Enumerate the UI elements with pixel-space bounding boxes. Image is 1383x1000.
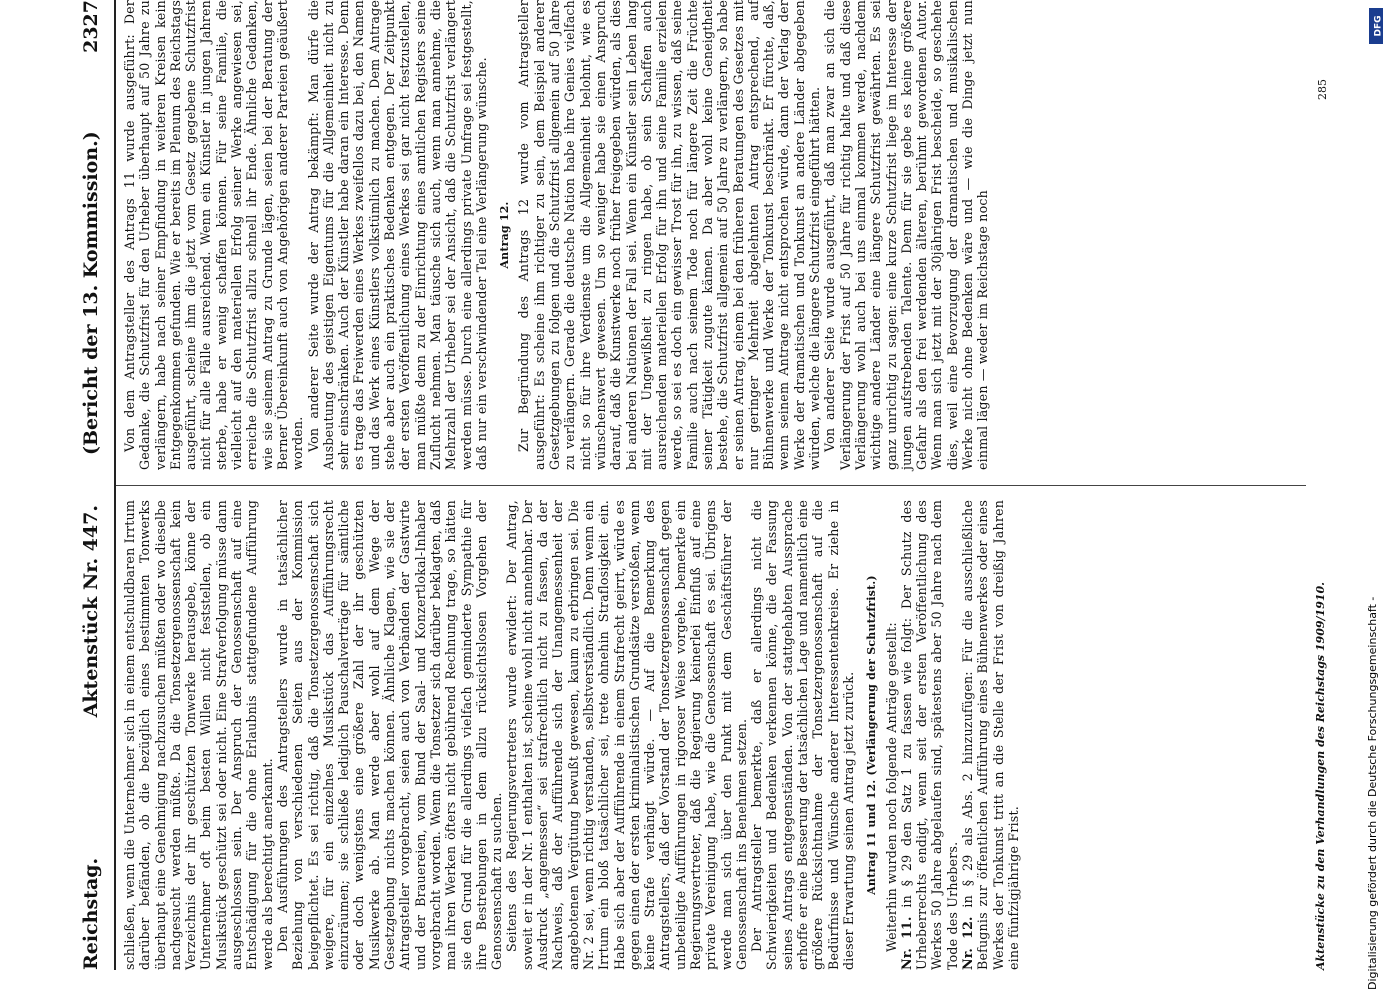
motion-12-text: in § 29 als Abs. 2 hinzuzufügen: Für die ausschließliche Befugnis zur öffentlichen Aufführung eines Bühnenwerkes oder eines Werkes der Tonkunst tritt an die Stelle der Frist von dreißig Jahren eine fünfzigjährige Frist. [960,500,1021,970]
right-paragraph-2: Von anderer Seite wurde der Antrag bekämpft: Man dürfe die Ausbeutung des geistigen Eigentums für die Allgemeinheit nicht zu sehr einschränken. Auch der Künstler habe daran ein Interesse. Denn es trage das Freiwerden eines Werkes zweifellos dazu bei, den Namen und das Werk eines Künstlers volkstümlich zu machen. Dem Antrage stehe aber auch ein praktisches Bedenken entgegen. Der Zeitpunkt der ersten Veröffentlichung eines Werkes sei gar nicht festzustellen, man müßte denn zu der Einrichtung eines amtlichen Registers seine Zuflucht nehmen. Man täusche sich auch, wenn man annehme, die Mehrzahl der Urheber sei der Ansicht, daß die Schutzfrist verlängert werden müsse. Durch eine allerdings private Umfrage sei festgestellt, daß nur ein verschwindender Teil eine Verlängerung wünsche. [305,0,489,470]
left-paragraph-2: Den Ausführungen des Antragstellers wurde in tatsächlicher Beziehung von verschiedenen Seiten aus der Kommission beigepflichtet. Es sei richtig, daß die Tonsetzergenossenschaft sich weigere, für ein einzelnes Musikstück das Aufführungsrecht einzuräumen; sie schließe lediglich Pauschalverträge für sämtliche oder doch wenigstens eine größere Zahl der ihr geschützten Musikwerke ab. Man werde aber wohl auf dem Wege der Gesetzgebung nichts machen können. Ähnliche Klagen, wie sie der Antragsteller vorgebracht, seien auch von Verbänden der Gastwirte und der Brauereien, vom Bund der Saal- und Konzertlokal-Inhaber vorgebracht worden. Wenn die Tonsetzer sich darüber beklagten, daß man ihren Werken öfters nicht gebührend Rechnung trage, so hätten sie den Grund für die allerdings vielfach geminderte Sympathie für ihre Bestrebungen in dem allzu rücksichtslosen Vorgehen der Genossenschaft zu suchen. [274,500,505,970]
rotated-document-page [70,0,1330,970]
header-document-number: Aktenstück Nr. 447. [80,505,102,718]
footer-source: Aktenstücke zu den Verhandlungen des Reichstags 1909/1910. [1314,582,1327,970]
left-paragraph-3: Seitens des Regierungsvertreters wurde erwidert: Der Antrag, soweit er in der Nr. 1 enthalten ist, scheine wohl nicht annehmbar. Der Ausdruck „angemessen“ sei strafrechtlich nicht zu fassen, da der Nachweis, daß der Aufführende sich der Unangemessenheit der angebotenen Vergütung bewußt gewesen, kaum zu erbringen sei. Die Nr. 2 sei, wenn richtig verstanden, selbstverständlich. Denn wenn ein Irrtum ein bloß tatsächlicher sei, trete ohnehin Straflosigkeit ein. Habe sich aber der Aufführende in einem Strafrecht geirrt, würde es gegen einen der ersten kriminalistischen Grundsätze verstoßen, wenn keine Strafe verhängt würde. — Auf die Bemerkung des Antragstellers, daß der Vorstand der Tonsetzergenossenschaft gegen unbeteiligte Aufführungen in rigoroser Weise vorgehe, bemerkte ein Regierungsvertreter, daß die Regierung keinerlei Einfluß auf eine private Vereinigung habe, wie die Genossenschaft es sei. Übrigens werde man sich über den Punkt mit dem Geschäftsführer der Genossenschaft ins Benehmen setzen. [504,500,749,970]
right-paragraph-1: Von dem Antragsteller des Antrags 11 wurde ausgeführt: Der Gedanke, die Schutzfrist für den Urheber überhaupt auf 50 Jahre zu verlängern, habe nach seiner Empfindung in weiteren Kreisen kein Entgegenkommen gefunden. Wie er bereits im Plenum des Reichstags ausgeführt, scheine ihm die jetzt vom Gesetz gegebene Schutzfrist nicht für alle Fälle ausreichend. Wenn ein Künstler in jungen Jahren sterbe, habe er wenig schaffen können. Für seine Familie, die vielleicht auf den materiellen Erfolg seiner Werke angewiesen sei, erreiche die Schutzfrist allzu schnell ihr Ende. Ähnliche Gedanken, wie sie seinem Antrag zu Grunde lägen, seien bei der Beratung der Berner Übereinkunft auch von Angehörigen anderer Parteien geäußert worden. [122,0,306,470]
right-column [122,0,991,470]
left-paragraph-1: schließen, wenn die Unternehmer sich in einem entschuldbaren Irrtum darüber befänden, ob die bezüglich eines bestimmten Tonwerks überhaupt eine Genehmigung nachzusuchen müßten oder wo dieselbe nachgesucht werden müßte. Da die Tonsetzergenossenschaft kein Verzeichnis der ihr geschützten Tonwerke herausgebe, könne der Unternehmer oft beim besten Willen nicht feststellen, ob ein Musikstück geschützt sei oder nicht. Eine Strafverfolgung müsse dann ausgeschlossen sein. Der Anspruch der Genossenschaft auf eine Entschädigung für die ohne Erlaubnis stattgefundene Aufführung werde als berechtigt anerkannt. [122,500,275,970]
right-paragraph-3: Zur Begründung des Antrags 12 wurde vom Antragsteller ausgeführt: Es scheine ihm richtiger zu sein, dem Beispiel anderer Gesetzgebungen zu folgen und die Schutzfrist allgemein auf 50 Jahre zu verlängern. Gerade die deutsche Nation habe ihre Genies vielfach nicht so für ihre Verdienste um die Allgemeinheit belohnt, wie es wünschenswert gewesen. Um so weniger habe sie einen Anspruch darauf, daß die Kunstwerke noch früher freigegeben würden, als dies bei anderen Nationen der Fall sei. Wenn ein Künstler sein Leben lang mit der Ungewißheit zu ringen habe, ob sein Schaffen auch ausreichenden materiellen Erfolg für ihn und seine Familie erzielen werde, so sei es doch ein gewisser Trost für ihn, zu wissen, daß seine Familie auch nach seinem Tode noch für längere Zeit die Früchte seiner Tätigkeit zugute kämen. Da aber wohl keine Geneigtheit bestehe, die Schutzfrist allgemein auf 50 Jahre zu verlängern, so habe er seinen Antrag, einem bei den früheren Beratungen des Gesetzes mit nur geringer Mehrheit abgelehnten Antrag entsprechend, auf Bühnenwerke und Werke der Tonkunst beschränkt. Er fürchte, daß, wenn seinem Antrage nicht entsprochen würde, dann der Verlag der Werke der dramatischen und Tonkunst an andere Länder abgegeben würden, welche die längere Schutzfrist eingeführt hätten. [516,0,823,470]
section-heading-antrag-11-12: Antrag 11 und 12. (Verlängerung der Schutzfrist.) [865,575,879,895]
digitization-credit: Digitalisierung gefördert durch die Deutsche Forschungsgemeinschaft - [1366,596,1379,990]
section-heading-antrag-12: Antrag 12. [498,201,512,269]
header-page-number: 2327 [80,0,102,53]
motion-11-text: in § 29 den Satz 1 zu fassen wie folgt: Der Schutz des Urheberrechts endigt, wenn seit der ersten Veröffentlichung des Werkes 50 Jahre abgelaufen sind, spätestens aber 50 Jahre nach dem Tode des Urhebers. [898,500,960,970]
left-paragraph-4: Der Antragsteller bemerkte, daß er allerdings nicht die Schwierigkeiten und Bedenken verkennen könne, die der Fassung seines Antrags entgegenständen. Von der stattgehabten Aussprache erhoffe er eine Besserung der tatsächlichen Lage und namentlich eine größere Rücksichtnahme der Tonsetzergenossenschaft auf die Bedürfnisse und Wünsche anderer Interessentenkreise. Er ziehe in dieser Erwartung seinen Antrag jetzt zurück. [749,500,856,970]
right-paragraph-4: Von anderer Seite wurde ausgeführt, daß man zwar an sich die Verlängerung der Frist auf 50 Jahre für richtig halte und daß diese Verlängerung wohl auch bei uns einmal kommen werde, nachdem wichtige andere Länder eine längere Schutzfrist gewährten. Es sei ganz unrichtig zu sagen: eine kurze Schutzfrist liege im Interesse der jungen aufstrebenden Talente. Denn für sie gebe es keine größere Gefahr als den frei werdenden älteren, berühmt gewordenen Autor. Wenn man sich jetzt mit der 30jährigen Frist bescheide, so geschehe dies, weil eine Bevorzugung der dramatischen und musikalischen Werke nicht ohne Bedenken wäre und — wie die Dinge jetzt nun einmal lägen — weder im Reichstage noch [822,0,991,470]
left-paragraph-5: Weiterhin wurden noch folgende Anträge gestellt: [883,622,899,952]
header-reichstag: Reichstag. [80,857,102,970]
motion-12-label: Nr. 12. [960,916,976,970]
header-commission-report: (Bericht der 13. Kommission.) [80,131,102,455]
page-header [70,0,110,970]
column-divider [116,485,1306,486]
footer-page-number: 285 [1316,79,1329,100]
motion-11-label: Nr. 11. [898,916,914,970]
dfg-logo: DFG [1369,8,1383,44]
left-column [122,500,1021,970]
